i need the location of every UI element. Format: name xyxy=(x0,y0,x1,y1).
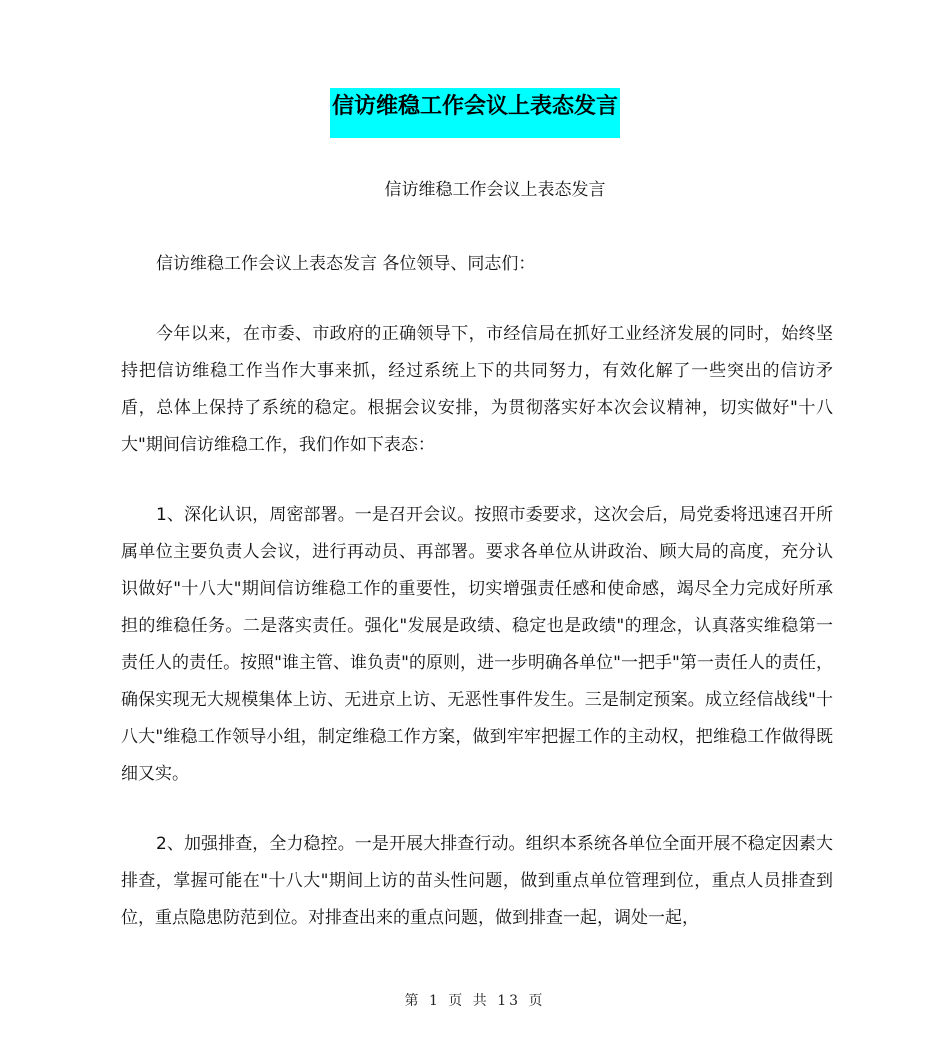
page-footer: 第 1 页 共 13 页 xyxy=(404,993,546,1009)
document-body xyxy=(121,246,833,970)
document-title: 信访维稳工作会议上表态发言 xyxy=(330,88,620,138)
paragraph-salutation: 信访维稳工作会议上表态发言 各位领导、同志们： xyxy=(156,254,536,274)
paragraph-intro: 今年以来，在市委、市政府的正确领导下，市经信局在抓好工业经济发展的同时，始终坚持把信访维稳工作当作大事来抓，经过系统上下的共同努力，有效化解了一些突出的信访矛盾，总体上保持了系统的稳定。根据会议安排，为贯彻落实好本次会议精神，切实做好"十八大"期间信访维稳工作，我们作如下表态： xyxy=(121,324,833,455)
paragraph-section-1: 1、深化认识，周密部署。一是召开会议。按照市委要求，这次会后，局党委将迅速召开所属单位主要负责人会议，进行再动员、再部署。要求各单位从讲政治、顾大局的高度，充分认识做好"十八大"期间信访维稳工作的重要性，切实增强责任感和使命感，竭尽全力完成好所承担的维稳任务。二是落实责任。强化"发展是政绩、稳定也是政绩"的理念，认真落实维稳第一责任人的责任。按照"谁主管、谁负责"的原则，进一步明确各单位"一把手"第一责任人的责任，确保实现无大规模集体上访、无进京上访、无恶性事件发生。三是制定预案。成立经信战线"十八大"维稳工作领导小组，制定维稳工作方案，做到牢牢把握工作的主动权，把维稳工作做得既细又实。 xyxy=(121,505,833,784)
paragraph-section-2: 2、加强排查，全力稳控。一是开展大排查行动。组织本系统各单位全面开展不稳定因素大排查，掌握可能在"十八大"期间上访的苗头性问题，做到重点单位管理到位，重点人员排查到位，重点隐患防范到位。对排查出来的重点问题，做到排查一起，调处一起， xyxy=(121,834,833,928)
title-container xyxy=(0,88,950,138)
document-subtitle: 信访维稳工作会议上表态发言 xyxy=(384,180,606,200)
